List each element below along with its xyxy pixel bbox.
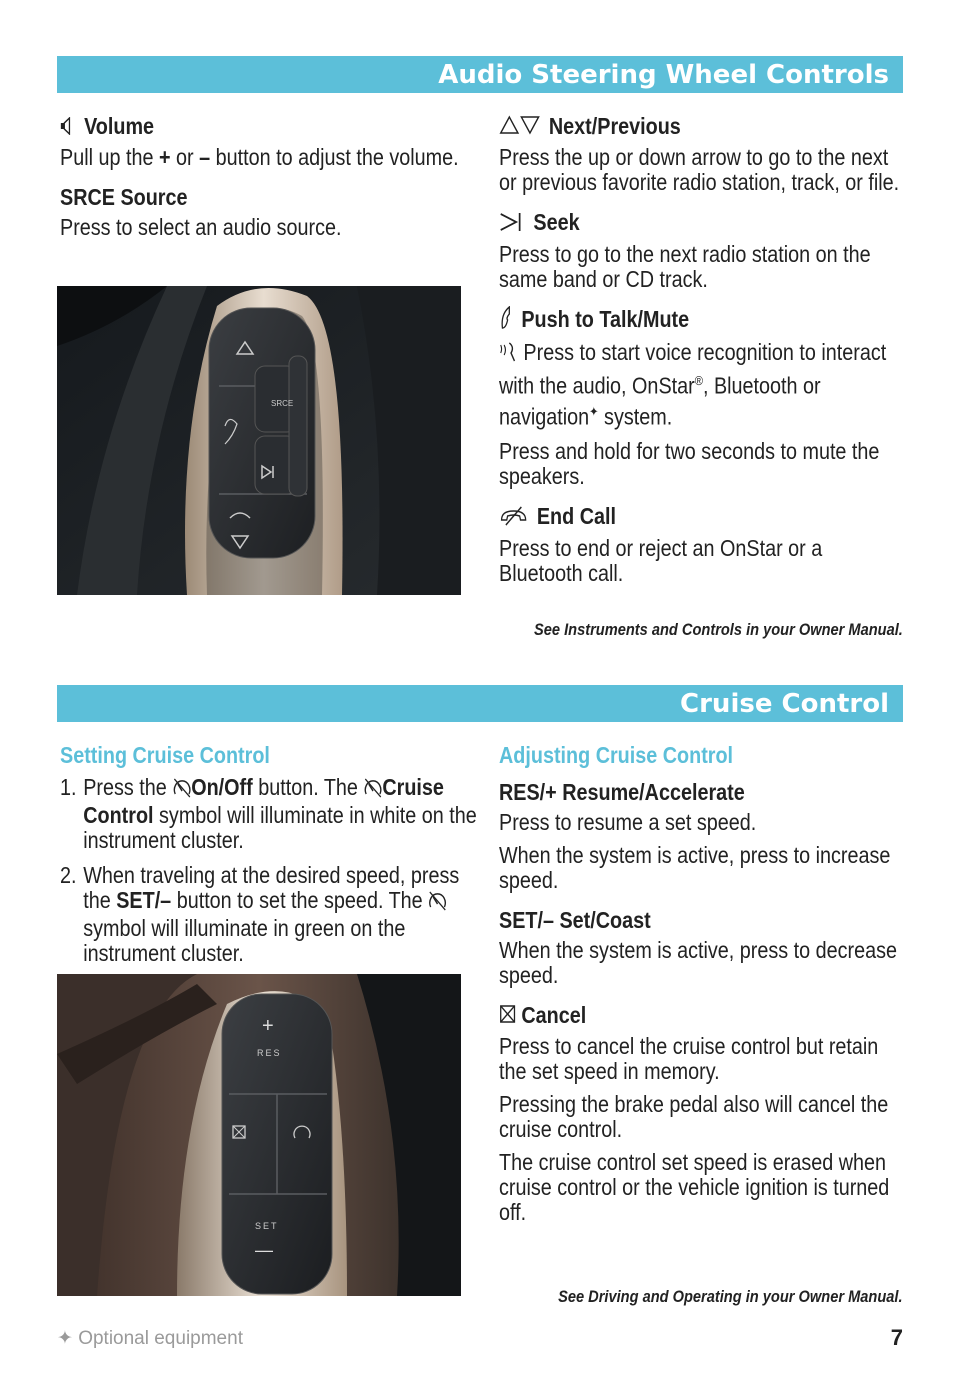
audio-reference-note: See Instruments and Controls in your Owner Manual. (534, 620, 903, 639)
audio-left-column (60, 113, 460, 254)
next-previous-heading: Next/Previous (499, 113, 846, 141)
seek-heading: Seek (499, 209, 846, 237)
cancel-heading: Cancel (499, 1002, 846, 1030)
end-call-heading: End Call (499, 503, 846, 531)
end-call-icon (499, 505, 528, 532)
setting-cruise-heading: Setting Cruise Control (60, 742, 270, 768)
volume-text: Pull up the + or – button to adjust the volume. (60, 144, 459, 171)
section-header-cruise: Cruise Control (57, 685, 903, 722)
setting-steps (60, 774, 477, 966)
section-header-audio: Audio Steering Wheel Controls (57, 56, 903, 93)
up-down-arrow-icon (499, 114, 540, 141)
step-2: 2. When traveling at the desired speed, press the SET/– button to set the speed. The symbol will illuminate in green on the instrument cluster. (60, 862, 460, 966)
push-to-talk-hold-text: Press and hold for two seconds to mute the speakers. (499, 438, 880, 490)
cruise-controls-photo (57, 974, 461, 1296)
seek-icon (499, 211, 525, 238)
photo-minus-label: — (255, 1240, 273, 1260)
cancel-text-2: Pressing the brake pedal also will cancel the cruise control. (499, 1091, 889, 1143)
photo-srce-label: SRCE (271, 399, 294, 408)
cruise-left-column (60, 742, 477, 980)
step-1: 1. Press the On/Off button. The Cruise Control symbol will illuminate in white on the instrument cluster. (60, 774, 477, 853)
res-text: Press to resume a set speed. (499, 809, 757, 835)
photo-set-label: SET (255, 1221, 279, 1231)
cancel-text: Press to cancel the cruise control but retain the set speed in memory. (499, 1033, 879, 1085)
seek-text: Press to go to the next radio station on the same band or CD track. (499, 240, 871, 292)
optional-equipment-note: ✦ Optional equipment (57, 1328, 243, 1349)
res-heading: RES/+ Resume/Accelerate (499, 779, 745, 805)
photo-res-label: RES (257, 1048, 282, 1058)
push-to-talk-text: Press to start voice recognition to interact with the audio, OnStar®, Bluetooth or navigation✦ system. (499, 338, 887, 430)
adjusting-cruise-heading: Adjusting Cruise Control (499, 742, 734, 768)
res-text-2: When the system is active, press to increase speed. (499, 842, 891, 893)
cruise-right-column (499, 742, 903, 1239)
push-to-talk-icon (499, 306, 513, 336)
voice-recognition-icon (499, 341, 518, 368)
photo-plus-label: + (262, 1015, 274, 1037)
set-heading: SET/– Set/Coast (499, 907, 651, 933)
cancel-icon (499, 1003, 516, 1030)
set-text: When the system is active, press to decrease speed. (499, 937, 897, 988)
push-to-talk-heading: Push to Talk/Mute (499, 306, 846, 336)
next-previous-text: Press the up or down arrow to go to the next or previous favorite radio station, track, or file. (499, 144, 900, 196)
cancel-text-3: The cruise control set speed is erased when cruise control or the vehicle ignition is turned off. (499, 1149, 890, 1226)
cruise-icon (428, 891, 447, 916)
page-number: 7 (890, 1325, 903, 1350)
srce-heading: SRCE Source (60, 184, 188, 211)
cruise-reference-note: See Driving and Operating in your Owner Manual. (558, 1287, 903, 1306)
cruise-icon (172, 778, 191, 803)
end-call-text: Press to end or reject an OnStar or a Bluetooth call. (499, 534, 823, 586)
volume-heading: Volume (60, 113, 404, 141)
srce-text: Press to select an audio source. (60, 214, 342, 241)
audio-right-column (499, 113, 903, 600)
speaker-icon (60, 114, 75, 141)
cruise-icon (363, 778, 382, 803)
audio-controls-photo (57, 286, 461, 595)
